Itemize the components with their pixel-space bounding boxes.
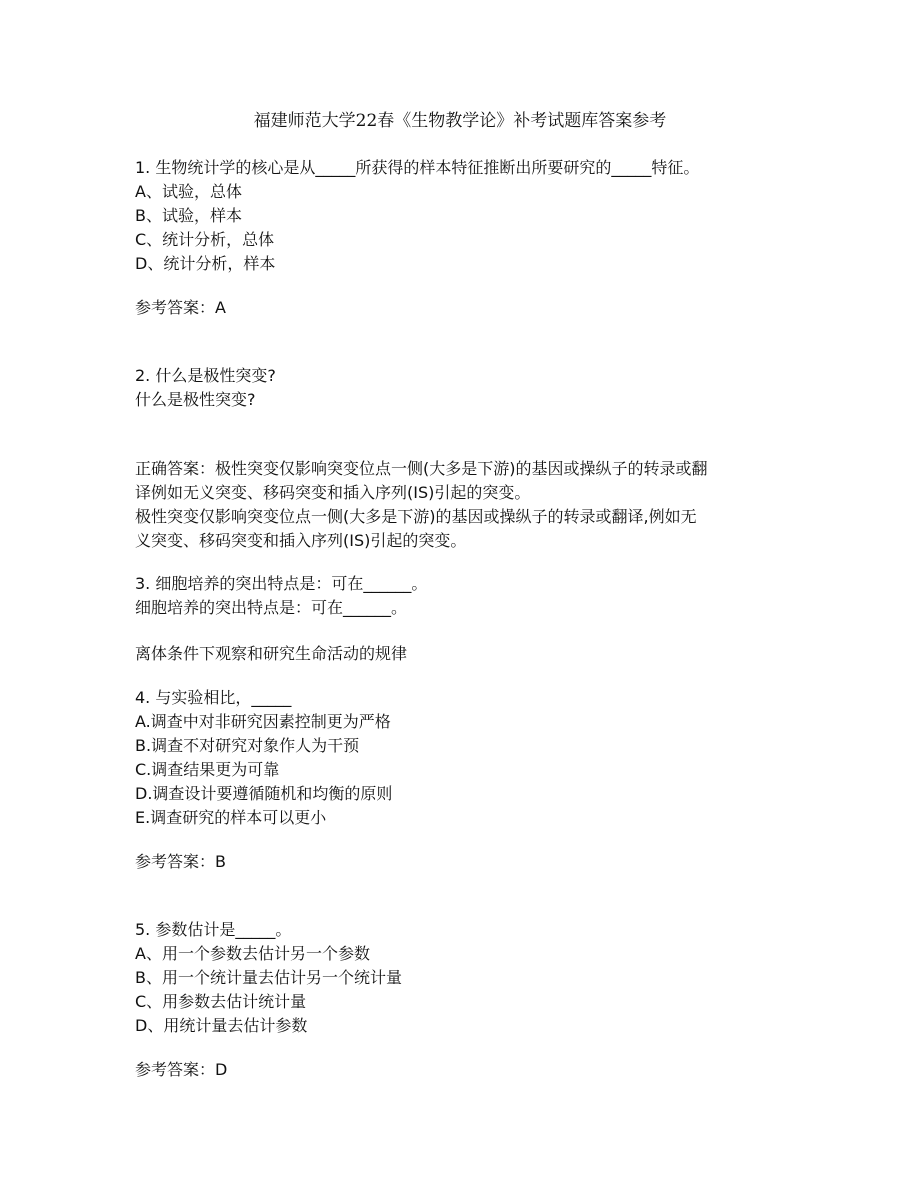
question-5-option-c: C、用参数去估计统计量: [135, 992, 307, 1011]
question-2-answer-line-2: 译例如无义突变、移码突变和插入序列(IS)引起的突变。: [135, 483, 531, 502]
question-4-option-a: A.调查中对非研究因素控制更为严格: [135, 712, 391, 731]
question-5-stem: 5. 参数估计是_____。: [135, 920, 292, 939]
question-1-option-c: C、统计分析，总体: [135, 230, 275, 249]
question-4-stem: 4. 与实验相比，_____: [135, 688, 292, 707]
question-2-stem: 2. 什么是极性突变?: [135, 366, 276, 385]
document-title: 福建师范大学22春《生物教学论》补考试题库答案参考: [253, 111, 667, 131]
question-2-answer-line-4: 义突变、移码突变和插入序列(IS)引起的突变。: [135, 531, 467, 550]
question-3-repeat: 细胞培养的突出特点是：可在______。: [135, 598, 408, 617]
question-4-option-b: B.调查不对研究对象作人为干预: [135, 736, 360, 755]
question-1-answer: 参考答案：A: [135, 298, 226, 317]
question-5-option-b: B、用一个统计量去估计另一个统计量: [135, 968, 402, 987]
question-2-repeat: 什么是极性突变?: [135, 390, 256, 409]
question-5-answer: 参考答案：D: [135, 1060, 228, 1079]
question-2-answer-line-1: 正确答案：极性突变仅影响突变位点一侧(大多是下游)的基因或操纵子的转录或翻: [135, 459, 708, 478]
question-1-stem: 1. 生物统计学的核心是从_____所获得的样本特征推断出所要研究的_____特征。: [135, 158, 700, 177]
question-4-option-c: C.调查结果更为可靠: [135, 760, 280, 779]
question-5-option-a: A、用一个参数去估计另一个参数: [135, 944, 370, 963]
question-2-answer-line-3: 极性突变仅影响突变位点一侧(大多是下游)的基因或操纵子的转录或翻译,例如无: [135, 507, 697, 526]
question-5-option-d: D、用统计量去估计参数: [135, 1016, 308, 1035]
question-4-option-e: E.调查研究的样本可以更小: [135, 808, 327, 827]
question-4-option-d: D.调查设计要遵循随机和均衡的原则: [135, 784, 393, 803]
question-1-option-d: D、统计分析，样本: [135, 254, 276, 273]
question-3-answer: 离体条件下观察和研究生命活动的规律: [135, 644, 408, 663]
question-3-stem: 3. 细胞培养的突出特点是：可在______。: [135, 574, 428, 593]
question-1-option-b: B、试验，样本: [135, 206, 242, 225]
question-4-answer: 参考答案：B: [135, 852, 226, 871]
question-1-option-a: A、试验，总体: [135, 182, 242, 201]
